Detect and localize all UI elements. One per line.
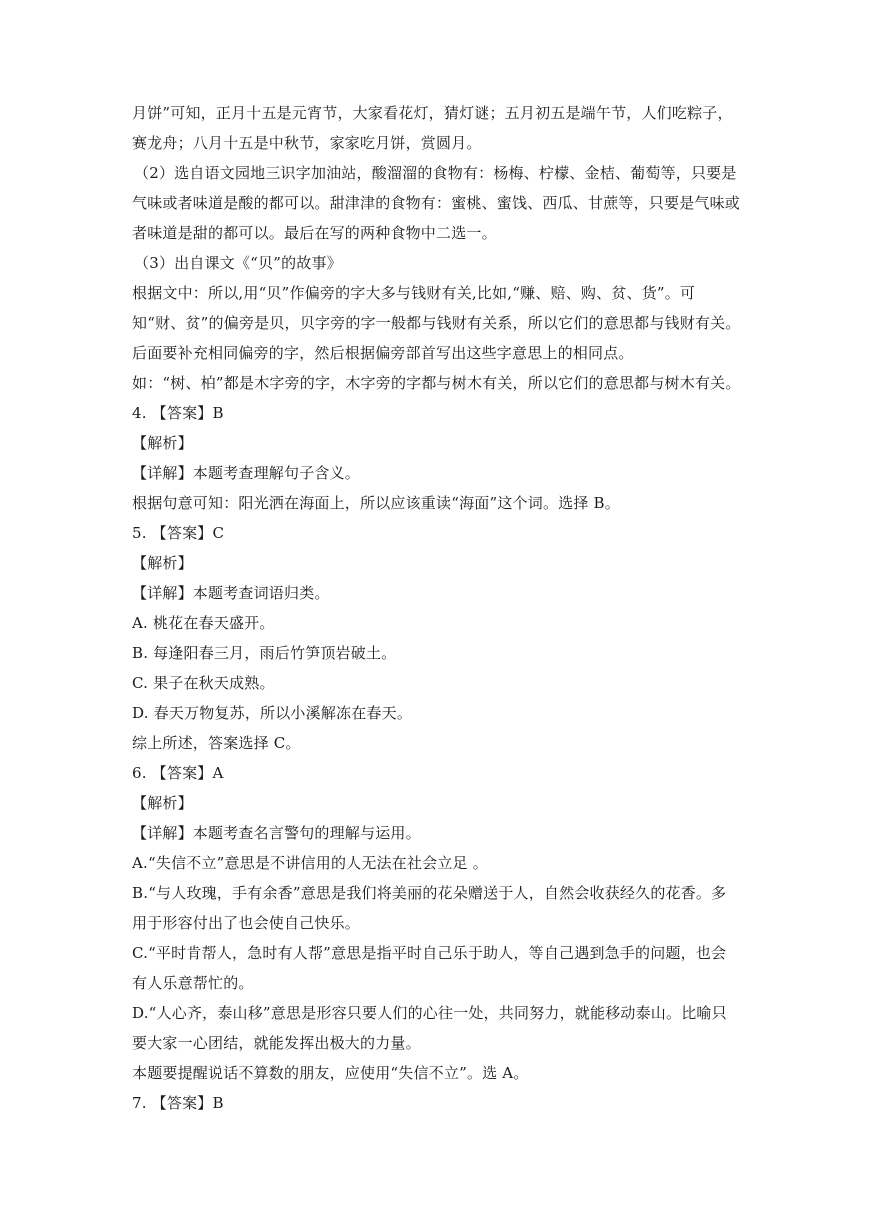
- text-line: 有人乐意帮忙的。: [132, 974, 254, 992]
- answer-heading: 4. 【答案】B: [132, 404, 224, 422]
- option-line: D.“人心齐，泰山移”意思是形容只要人们的心往一处，共同努力，就能移动泰山。比喻只: [132, 1004, 727, 1022]
- text-line: 根据文中：所以,用“贝”作偏旁的字大多与钱财有关,比如,“赚、赔、购、贫、货”。可: [132, 284, 696, 302]
- analysis-label: 【解析】: [132, 794, 193, 812]
- option-line: A.“失信不立”意思是不讲信用的人无法在社会立足 。: [132, 854, 488, 872]
- option-line: B. 每逢阳春三月，雨后竹笋顶岩破土。: [132, 644, 397, 662]
- text-line: 知“财、贫”的偏旁是贝，贝字旁的字一般都与钱财有关系，所以它们的意思都与钱财有关。: [132, 314, 741, 332]
- text-line: 如：“树、柏”都是木字旁的字，木字旁的字都与树木有关，所以它们的意思都与树木有关。: [132, 374, 741, 392]
- detail-line: 【详解】本题考查理解句子含义。: [132, 464, 361, 482]
- analysis-label: 【解析】: [132, 554, 193, 572]
- answer-heading: 7. 【答案】B: [132, 1094, 224, 1112]
- option-line: D. 春天万物复苏，所以小溪解冻在春天。: [132, 704, 413, 722]
- text-line: 要大家一心团结，就能发挥出极大的力量。: [132, 1034, 421, 1052]
- text-line: （2）选自语文园地三识字加油站，酸溜溜的食物有：杨梅、柠檬、金桔、葡萄等，只要是: [134, 164, 737, 182]
- text-line: 本题要提醒说话不算数的朋友，应使用“失信不立”。选 A。: [132, 1064, 529, 1082]
- text-line: （3）出自课文《“贝”的故事》: [134, 254, 342, 272]
- text-line: 用于形容付出了也会使自己快乐。: [132, 914, 361, 932]
- option-line: C.“平时肯帮人，急时有人帮”意思是指平时自己乐于助人，等自己遇到急手的问题，也会: [132, 944, 727, 962]
- option-line: B.“与人玫瑰，手有余香”意思是我们将美丽的花朵赠送于人，自然会收获经久的花香。多: [132, 884, 727, 902]
- text-line: 月饼”可知，正月十五是元宵节，大家看花灯，猜灯谜；五月初五是端午节，人们吃粽子，: [132, 104, 733, 122]
- text-line: 根据句意可知：阳光洒在海面上，所以应该重读“海面”这个词。选择 B。: [132, 494, 620, 512]
- option-line: C. 果子在秋天成熟。: [132, 674, 275, 692]
- text-line: 者味道是甜的都可以。最后在写的两种食物中二选一。: [132, 224, 497, 242]
- text-line: 后面要补充相同偏旁的字，然后根据偏旁部首写出这些字意思上的相同点。: [132, 344, 634, 362]
- text-line: 赛龙舟；八月十五是中秋节，家家吃月饼，赏圆月。: [132, 134, 482, 152]
- answer-heading: 6. 【答案】A: [132, 764, 224, 782]
- option-line: A. 桃花在春天盛开。: [132, 614, 275, 632]
- text-line: 气味或者味道是酸的都可以。甜津津的食物有：蜜桃、蜜饯、西瓜、甘蔗等，只要是气味或: [132, 194, 741, 212]
- analysis-label: 【解析】: [132, 434, 193, 452]
- answer-heading: 5. 【答案】C: [132, 524, 225, 542]
- detail-line: 【详解】本题考查名言警句的理解与运用。: [132, 824, 421, 842]
- document-page: [132, 98, 742, 1118]
- detail-line: 【详解】本题考查词语归类。: [132, 584, 330, 602]
- text-line: 综上所述，答案选择 C。: [132, 734, 301, 752]
